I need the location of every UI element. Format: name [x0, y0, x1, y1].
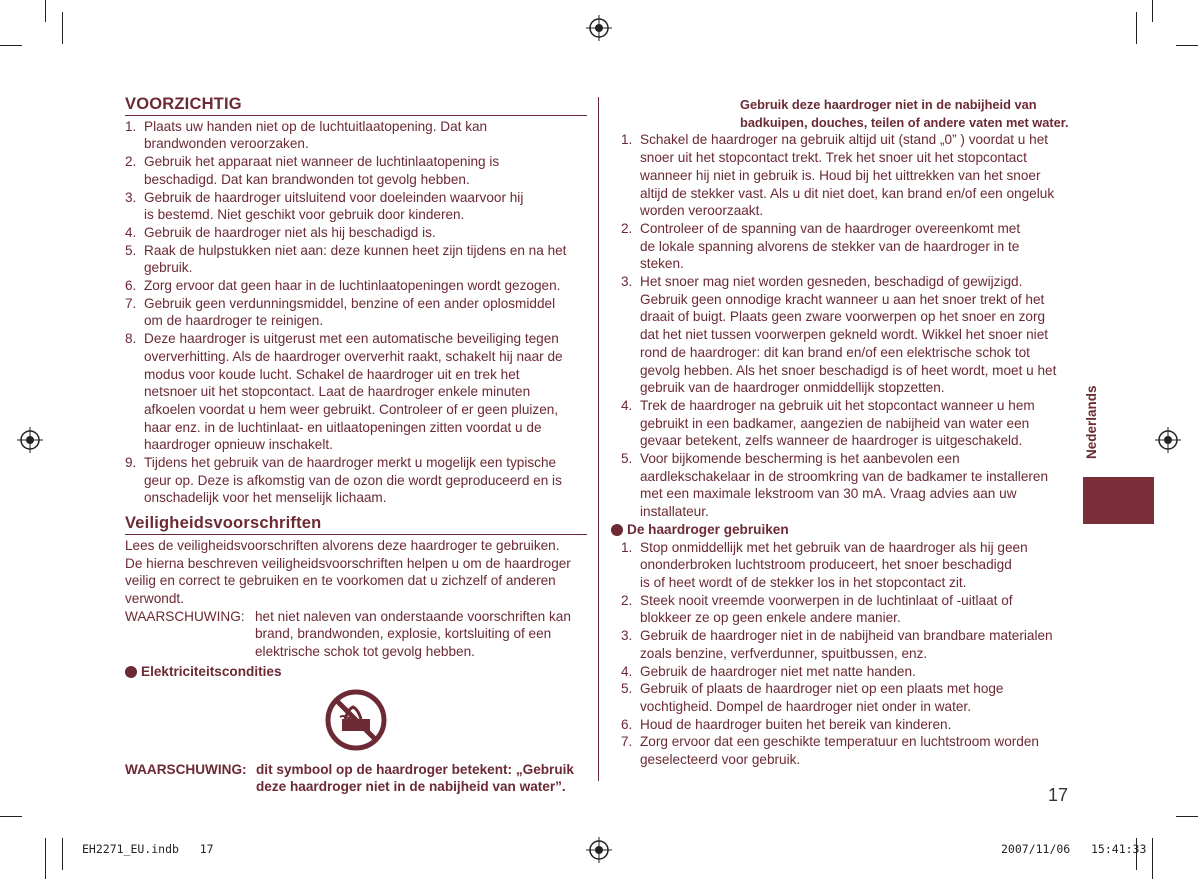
text-line: De hierna beschreven veiligheidsvoorschriften helpen u om de haardroger [125, 555, 571, 571]
list-item-line: geur op. Deze is afkomstig van de ozon die wordt geproduceerd en is [144, 472, 562, 488]
list-item-number: 6. [621, 716, 633, 732]
list-item-line: blokkeer ze op geen enkele andere manier. [640, 610, 901, 626]
list-item-line: Houd de haardroger buiten het bereik van kinderen. [640, 716, 952, 732]
list-item-line: Gebruik of plaats de haardroger niet op een plaats met hoge [640, 681, 1004, 697]
list-item [621, 627, 1073, 662]
list-item-line: Tijdens het gebruik van de haardroger merkt u mogelijk een typische [144, 455, 557, 471]
caution-heading: VOORZICHTIG [125, 96, 587, 116]
list-item-number: 3. [125, 189, 137, 205]
list-item-line: wanneer hij niet in gebruik is. Houd bij het uittrekken van het snoer [640, 167, 1041, 183]
list-item [125, 153, 587, 188]
safety-intro [125, 537, 587, 608]
list-item-line: Steek nooit vreemde voorwerpen in de luchtinlaat of -uitlaat of [640, 592, 1013, 608]
symbol-warning-text [256, 761, 574, 796]
list-item-number: 7. [125, 295, 137, 311]
list-item-line: ononderbroken luchtstroom produceert, het snoer beschadigd [640, 557, 1012, 573]
list-item-line: dat het niet tussen voorwerpen gekneld wordt. Wikkel het snoer niet [640, 327, 1049, 343]
symbol-warning-block [125, 761, 587, 796]
list-item-number: 4. [125, 224, 137, 240]
list-item-line: onschadelijk voor het menselijk lichaam. [144, 490, 387, 506]
bullet-icon [611, 524, 623, 536]
column-divider [598, 97, 599, 781]
list-item [125, 118, 587, 153]
list-item-line: installateur. [640, 504, 709, 520]
text-line: dit symbool op de haardroger betekent: „Gebruik [256, 761, 574, 777]
list-item-line: snoer uit het stopcontact trekt. Trek het snoer uit het stopcontact [640, 150, 1027, 166]
list-item-line: Voor bijkomende bescherming is het aanbevolen een [640, 451, 960, 467]
list-item-line: haardroger opnieuw inschakelt. [144, 437, 333, 453]
list-item-line: Deze haardroger is uitgerust met een automatische beveiliging tegen [144, 331, 559, 347]
list-item [621, 680, 1073, 715]
registration-mark-icon [586, 15, 612, 41]
list-item-line: Gebruik geen onnodige kracht wanneer u aan het snoer trekt of het [640, 291, 1045, 307]
electric-heading: Elektriciteitscondities [141, 663, 282, 679]
safety-list-a [621, 131, 1073, 520]
list-item-line: rond de haardroger: dit kan brand en/of een elektrische schok tot [640, 344, 1030, 360]
text-line: Gebruik deze haardroger niet in de nabijheid van [740, 97, 1037, 112]
text-line: verwondt. [125, 590, 184, 606]
list-item-number: 4. [621, 397, 633, 413]
list-item-line: gebruik. [144, 260, 193, 276]
list-item [125, 295, 587, 330]
list-item-line: gebruik van de haardroger onmiddellijk stopzetten. [640, 380, 945, 396]
footer-file: EH2271_EU.indb 17 [82, 842, 214, 856]
bullet-icon [125, 666, 137, 678]
list-item-number: 3. [621, 274, 633, 290]
list-item [125, 224, 587, 242]
registration-mark-icon [1155, 427, 1181, 453]
no-water-symbol-icon [325, 689, 387, 751]
registration-mark-icon [586, 837, 612, 863]
list-item-line: Schakel de haardroger na gebruik altijd uit (stand „0” ) voordat u het [640, 132, 1049, 148]
list-item [621, 220, 1073, 273]
list-item-line: Gebruik het apparaat niet wanneer de luchtinlaatopening is [144, 154, 500, 170]
list-item [621, 273, 1073, 397]
list-item-line: Stop onmiddellijk met het gebruik van de haardroger als hij geen [640, 539, 1028, 555]
list-item-line: aardlekschakelaar in de stroomkring van de badkamer te installeren [640, 468, 1049, 484]
list-item-line: is of heet wordt of de stekker los in het stopcontact zit. [640, 574, 967, 590]
list-item-number: 6. [125, 278, 137, 294]
text-line: elektrische schok tot gevolg hebben. [255, 644, 475, 660]
list-item-line: Gebruik geen verdunningsmiddel, benzine of een ander oplosmiddel [144, 295, 556, 311]
right-column [621, 96, 1073, 769]
list-item-line: om de haardroger te reinigen. [144, 313, 324, 329]
list-item-number: 3. [621, 628, 633, 644]
text-line: badkuipen, douches, teilen of andere vaten met water. [740, 114, 1069, 130]
list-item-line: netsnoer uit het stopcontact. Laat de haardroger enkele minuten [144, 384, 531, 400]
list-item-number: 1. [621, 539, 633, 555]
use-heading: De haardroger gebruiken [627, 521, 789, 537]
language-tab [1083, 477, 1154, 524]
list-item-line: Gebruik de haardroger niet met natte handen. [640, 663, 916, 679]
list-item-line: brandwonden veroorzaken. [144, 136, 309, 152]
list-item-line: haar enz. in de luchtinlaat- en uitlaatopeningen zitten voordat u de [144, 419, 542, 435]
list-item [125, 330, 587, 454]
electric-heading-row [125, 663, 587, 681]
list-item-line: beschadigd. Dat kan brandwonden tot gevolg hebben. [144, 171, 470, 187]
list-item-line: steken. [640, 256, 684, 272]
list-item [621, 131, 1073, 220]
list-item-line: altijd de stekker vast. Als u dit niet doet, kan brand en/of een ongeluk [640, 185, 1055, 201]
list-item [125, 242, 587, 277]
list-item-number: 1. [125, 118, 137, 134]
list-item-line: met een maximale lekstroom van 30 mA. Vraag advies aan uw [640, 486, 1017, 502]
list-item-line: modus voor koude lucht. Schakel de haardroger uit en trek het [144, 366, 520, 382]
page-number: 17 [1048, 785, 1069, 805]
list-item-line: oververhitting. Als de haardroger oververhit raakt, schakelt hij naar de [144, 348, 563, 364]
language-tab-label: Nederlands [1084, 385, 1099, 459]
list-item-number: 1. [621, 132, 633, 148]
list-item-line: gevaar betekent, zelfs wanneer de haardroger is uitgeschakeld. [640, 433, 1023, 449]
list-item-number: 5. [621, 451, 633, 467]
warning-label: WAARSCHUWING: [125, 608, 245, 624]
left-column [125, 96, 587, 796]
registration-mark-icon [17, 427, 43, 453]
list-item-line: draait of buigt. Plaats geen zware voorwerpen op het snoer en zorg [640, 309, 1046, 325]
list-item-number: 9. [125, 455, 137, 471]
caution-list [125, 118, 587, 507]
list-item-line: Het snoer mag niet worden gesneden, beschadigd of gewijzigd. [640, 274, 1023, 290]
symbol-warning-label: WAARSCHUWING: [125, 761, 247, 777]
list-item-line: Trek de haardroger na gebruik uit het stopcontact wanneer u hem [640, 397, 1035, 413]
text-line: veilig en correct te gebruiken en te voorkomen dat u zichzelf of anderen [125, 573, 556, 589]
list-item-number: 7. [621, 734, 633, 750]
list-item-line: zoals benzine, verfverdunner, spuitbussen, enz. [640, 645, 928, 661]
list-item [621, 663, 1073, 681]
list-item-number: 2. [125, 154, 137, 170]
list-item-line: vochtigheid. Dompel de haardroger niet onder in water. [640, 698, 971, 714]
list-item-number: 5. [125, 242, 137, 258]
list-item [125, 277, 587, 295]
text-line: brand, brandwonden, explosie, kortsluiting of een [255, 626, 552, 642]
list-item-line: Gebruik de haardroger niet in de nabijheid van brandbare materialen [640, 628, 1053, 644]
list-item-line: Zorg ervoor dat geen haar in de luchtinlaatopeningen wordt gezogen. [144, 278, 561, 294]
use-list [621, 539, 1073, 769]
list-item [621, 539, 1073, 592]
list-item [125, 454, 587, 507]
list-item-number: 2. [621, 220, 633, 236]
list-item-line: Gebruik de haardroger uitsluitend voor doeleinden waarvoor hij [144, 189, 524, 205]
list-item-line: Zorg ervoor dat een geschikte temperatuur en luchtstroom worden [640, 734, 1039, 750]
list-item-number: 8. [125, 331, 137, 347]
list-item-line: Plaats uw handen niet op de luchtuitlaatopening. Dat kan [144, 118, 488, 134]
list-item-line: is bestemd. Niet geschikt voor gebruik door kinderen. [144, 207, 465, 223]
list-item-line: Raak de hulpstukken niet aan: deze kunnen heet zijn tijdens en na het [144, 242, 567, 258]
list-item [621, 450, 1073, 521]
list-item-line: Gebruik de haardroger niet als hij beschadigd is. [144, 224, 436, 240]
list-item [621, 733, 1073, 768]
footer-timestamp: 2007/11/06 15:41:33 [1001, 842, 1147, 856]
text-line: het niet naleven van onderstaande voorschriften kan [255, 608, 571, 624]
warning-block [125, 608, 587, 661]
list-item [621, 397, 1073, 450]
list-item-line: gevolg hebben. Als het snoer beschadigd is of heet wordt, moet u het [640, 362, 1057, 378]
list-item [621, 592, 1073, 627]
use-heading-row [611, 521, 1073, 539]
list-item-line: Controleer of de spanning van de haardroger overeenkomt met [640, 220, 1021, 236]
list-item-number: 4. [621, 663, 633, 679]
list-item-number: 5. [621, 681, 633, 697]
text-line: Lees de veiligheidsvoorschriften alvorens deze haardroger te gebruiken. [125, 537, 560, 553]
warning-text [255, 608, 571, 661]
list-item-line: gebruikt in een badkamer, aangezien de nabijheid van water een [640, 415, 1030, 431]
top-bold-note [621, 96, 1073, 131]
list-item-line: afkoelen voordat u hem weer gebruikt. Controleer of er geen pluizen, [144, 401, 559, 417]
list-item [125, 189, 587, 224]
list-item-line: de lokale spanning alvorens de stekker van de haardroger in te [640, 238, 1020, 254]
list-item-number: 2. [621, 592, 633, 608]
safety-heading: Veiligheidsvoorschriften [125, 515, 587, 535]
list-item-line: geselecteerd voor gebruik. [640, 752, 801, 768]
text-line: deze haardroger niet in de nabijheid van water”. [256, 779, 566, 795]
list-item-line: worden veroorzaakt. [640, 203, 764, 219]
list-item [621, 716, 1073, 734]
